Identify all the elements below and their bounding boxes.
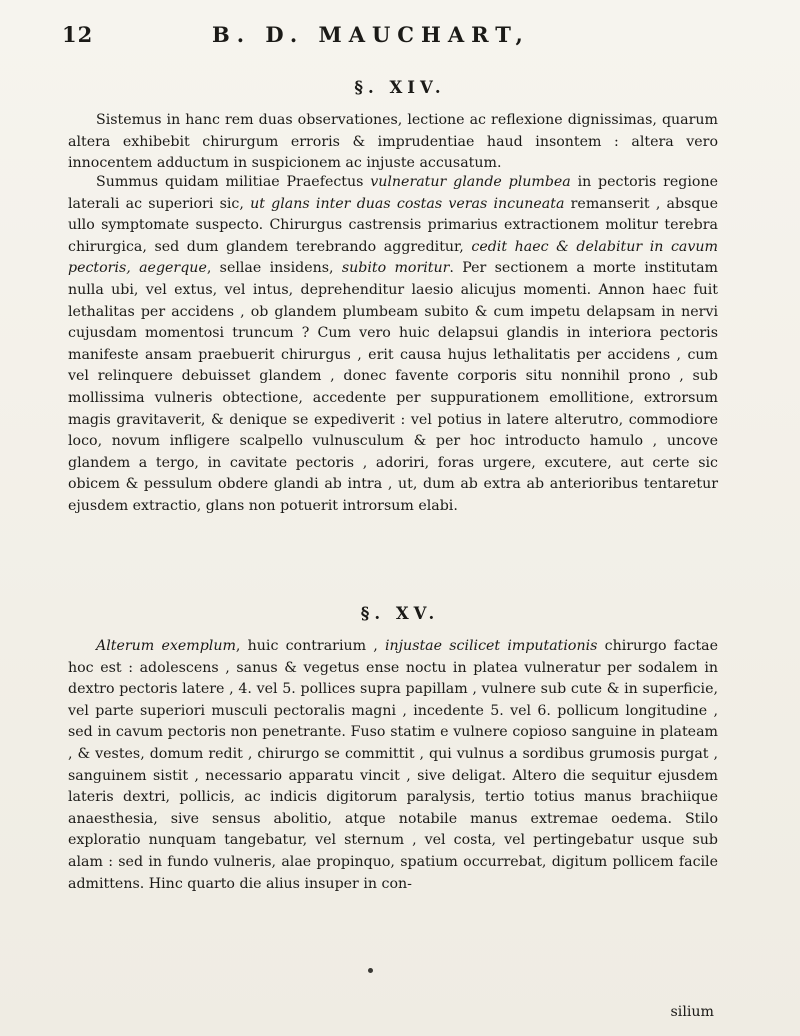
- page-header: [62, 22, 722, 58]
- text-run: , huic contrarium ,: [235, 638, 385, 654]
- text-run: , sellae insidens,: [206, 260, 342, 277]
- text-run: in pectoris regione laterali ac superiori sic,: [68, 174, 718, 212]
- italic-run: vulneratur glande plumbea: [370, 174, 571, 190]
- paragraph-first-case: [68, 172, 718, 518]
- text-run: remanserit , absque ullo symptomate suspecto. Chirurgus castrensis primarius extractionem molitur terebra chirurgica, sed dum glandem terebrando aggreditur,: [68, 195, 718, 255]
- paragraph-second-case: [68, 636, 718, 895]
- italic-run: Alterum exemplum: [96, 638, 236, 654]
- catchword: silium: [670, 1004, 714, 1020]
- italic-run: subito moritur: [341, 260, 450, 277]
- running-title: B. D. MAUCHART,: [212, 22, 530, 47]
- text-run: Summus quidam militiae Praefectus: [96, 174, 371, 190]
- section-heading-15: §. XV.: [360, 604, 440, 623]
- page-number: 12: [62, 22, 94, 47]
- ink-speck: [368, 968, 373, 973]
- italic-run: injustae scilicet imputationis: [384, 638, 598, 654]
- italic-run: cedit haec & delabitur in cavum pectoris, aegerque: [68, 238, 718, 277]
- italic-run: ut glans inter duas costas veras incuneata: [250, 195, 565, 212]
- text-run: chirurgo factae hoc est : adolescens , sanus & vegetus ense noctu in platea vulneratur per sodalem in dextro pectoris latere , 4. vel 5. pollices supra papillam , vulnere sub cute & in superficie, vel parte superiori musculi pectoralis magni , incedente 5. vel 6. pollicum longitudine , sed in cavum pectoris non penetrante. Fuso statim e vulnere copioso sanguine in plateam , & vestes, domum redit , chirurgo se committit , qui vulnus a sordibus grumosis purgat , sanguinem sistit , necessario apparatu vincit , sive deligat. Altero die sequitur ejusdem lateris dextri, pollicis, ac indicis digitorum paralysis, tertio totius manus brachiique anaesthesia, sive sensus abolitio, atque notabile manus extremae oedema. Stilo exploratio nunquam tangebatur, vel sternum , vel costa, vel pertingebatur usque sub alam : sed in fundo vulneris, alae propinquo, spatium occurrebat, digitum pollicem facile admittens. Hinc quarto die alius insuper in con-: [68, 638, 718, 892]
- paragraph-intro: Sistemus in hanc rem duas observationes, lectione ac reflexione dignissimas, quarum altera exhibebit chirurgum erroris & imprudentiae haud insontem : altera vero innocentem adductum in suspicionem ac injuste accusatum.: [68, 112, 718, 172]
- section-heading-14: §. XIV.: [354, 78, 446, 97]
- text-run: . Per sectionem a morte institutam nulla ubi, vel extus, vel intus, deprehenditur laesio alicujus momenti. Annon haec fuit lethalitas per accidens , ob glandem plumbeam subito & cum impetu delapsam in nervi cujusdam momentosi truncum ? Cum vero huic delapsui glandis in interiora pectoris manifeste ansam praebuerit chirurgus , erit causa hujus lethalitatis per accidens , cum vel relinquere debuisset glandem , donec favente corporis situ nonnihil prono , sub mollissima vulneris obtectione, accedente per suppurationem emollitione, extrorsum magis gravitaverit, & denique se expediverit : vel potius in latere alterutro, commodiore loco, novum infligere scalpello vulnusculum & per hoc introducto hamulo , uncove glandem a tergo, in cavitate pectoris , adoriri, foras urgere, excutere, aut certe sic obicem & pessulum obdere glandi ab intra , ut, dum ab extra ab anterioribus tentaretur ejusdem extractio, glans non potuerit introrsum elabi.: [68, 260, 718, 514]
